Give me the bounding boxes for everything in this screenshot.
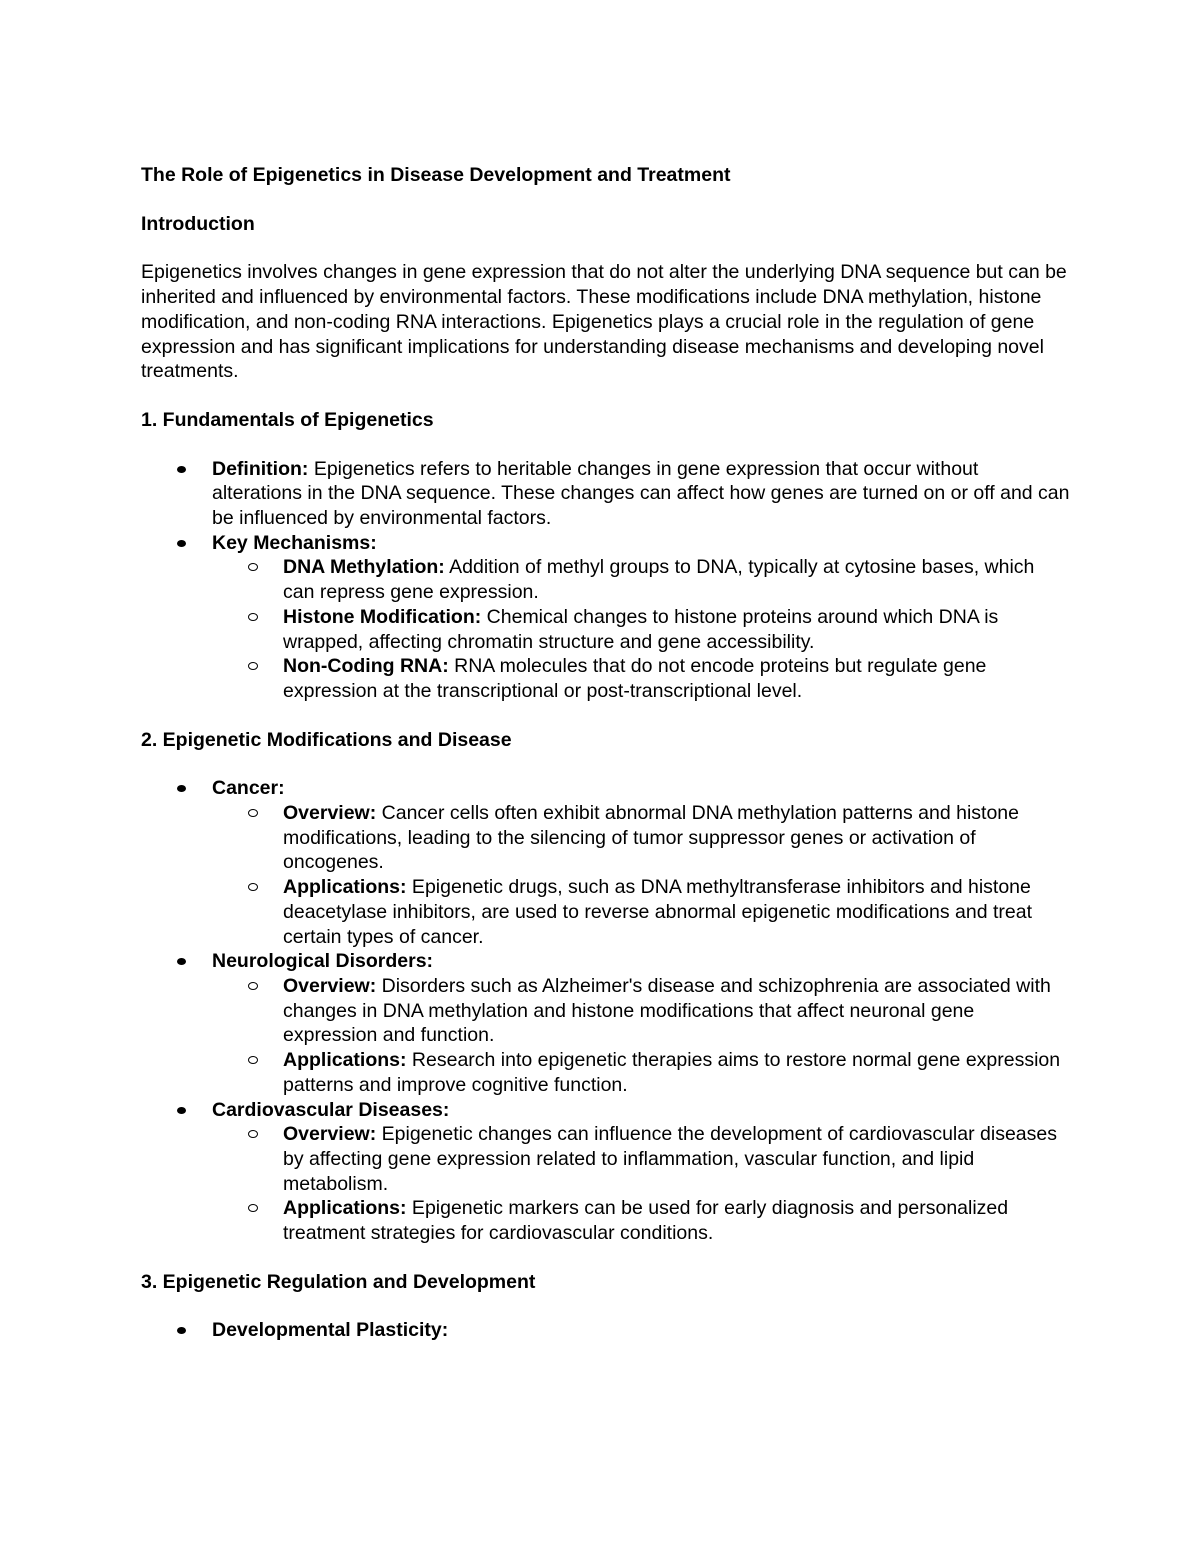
list-item-neurological-disorders (141, 949, 1071, 1097)
item-label: Developmental Plasticity: (212, 1319, 449, 1342)
item-text: Epigenetic changes can influence the development of cardiovascular diseases by affecting gene expression related to inflammation, vascular function, and lipid metabolism. (283, 1123, 1057, 1195)
bullet-icon (177, 540, 186, 547)
item-label: Overview: (283, 974, 377, 997)
list-item-cancer (141, 776, 1071, 949)
item-label: Applications: (283, 1197, 407, 1220)
item-label: Overview: (283, 1123, 377, 1146)
item-label: Definition: (212, 457, 309, 480)
sublist-item-applications (212, 1048, 1071, 1097)
circle-bullet-icon (248, 662, 258, 670)
item-text: Disorders such as Alzheimer's disease and schizophrenia are associated with changes in DNA methylation and histone modifications that affect neuronal gene expression and function. (283, 974, 1051, 1047)
item-label: DNA Methylation: (283, 556, 445, 579)
list-item-cardiovascular-diseases (141, 1098, 1071, 1246)
introduction-heading: Introduction (141, 212, 255, 235)
item-text: Chemical changes to histone proteins around which DNA is wrapped, affecting chromatin structure and gene accessibility. (283, 605, 999, 653)
bullet-icon (177, 1107, 186, 1114)
cardiovascular-sublist (212, 1122, 1071, 1246)
circle-bullet-icon (248, 563, 258, 571)
item-label: Histone Modification: (283, 605, 482, 628)
sublist-item-non-coding-rna (212, 654, 1071, 703)
bullet-icon (177, 785, 186, 792)
list-item-developmental-plasticity (141, 1318, 1071, 1343)
item-label: Neurological Disorders: (212, 950, 434, 973)
circle-bullet-icon (248, 883, 258, 891)
item-label: Non-Coding RNA: (283, 655, 449, 678)
item-label: Cardiovascular Diseases: (212, 1098, 450, 1121)
circle-bullet-icon (248, 613, 258, 621)
introduction-paragraph: Epigenetics involves changes in gene expression that do not alter the underlying DNA sequence but can be inherited and influenced by environmental factors. These modifications include DNA methylation, histone modification, and non-coding RNA interactions. Epigenetics plays a crucial role in the regulation of gene expression and has significant implications for understanding disease mechanisms and developing novel treatments. (141, 261, 1067, 383)
bullet-icon (177, 1327, 186, 1334)
sublist-item-dna-methylation (212, 555, 1071, 604)
item-text: Addition of methyl groups to DNA, typically at cytosine bases, which can repress gene expression. (283, 556, 1035, 604)
circle-bullet-icon (248, 809, 258, 817)
circle-bullet-icon (248, 982, 258, 990)
document-page (141, 163, 1071, 1367)
sublist-item-applications (212, 875, 1071, 949)
circle-bullet-icon (248, 1204, 258, 1212)
section-3-list (141, 1318, 1071, 1343)
item-text: Epigenetics refers to heritable changes in gene expression that occur without alterations in the DNA sequence. These changes can affect how genes are turned on or off and can be influenced by environmental factors. (212, 457, 1070, 530)
sublist-item-applications (212, 1196, 1071, 1245)
section-3-heading: 3. Epigenetic Regulation and Development (141, 1270, 536, 1293)
item-label: Cancer: (212, 777, 285, 800)
item-label: Key Mechanisms: (212, 531, 377, 554)
item-label: Overview: (283, 802, 377, 825)
circle-bullet-icon (248, 1130, 258, 1138)
document-title: The Role of Epigenetics in Disease Development and Treatment (141, 164, 731, 186)
cancer-sublist (212, 801, 1071, 949)
item-label: Applications: (283, 876, 407, 899)
section-1-heading: 1. Fundamentals of Epigenetics (141, 408, 434, 431)
bullet-icon (177, 958, 186, 965)
sublist-item-overview (212, 1122, 1071, 1196)
section-1-list (141, 457, 1071, 704)
circle-bullet-icon (248, 1056, 258, 1064)
item-label: Applications: (283, 1049, 407, 1072)
item-text: Epigenetic drugs, such as DNA methyltransferase inhibitors and histone deacetylase inhibitors, are used to reverse abnormal epigenetic modifications and treat certain types of cancer. (283, 876, 1033, 948)
bullet-icon (177, 466, 186, 473)
neurological-sublist (212, 974, 1071, 1098)
list-item-definition (141, 457, 1071, 531)
item-text: Research into epigenetic therapies aims to restore normal gene expression patterns and improve cognitive function. (283, 1049, 1061, 1096)
sublist-item-histone-modification (212, 605, 1071, 654)
sublist-item-overview (212, 974, 1071, 1048)
section-2-heading: 2. Epigenetic Modifications and Disease (141, 728, 512, 751)
item-text: RNA molecules that do not encode proteins but regulate gene expression at the transcriptional or post-transcriptional level. (283, 655, 987, 702)
list-item-key-mechanisms (141, 531, 1071, 704)
section-2-list (141, 776, 1071, 1245)
item-text: Epigenetic markers can be used for early diagnosis and personalized treatment strategies for cardiovascular conditions. (283, 1197, 1009, 1245)
mechanisms-sublist (212, 555, 1071, 703)
sublist-item-overview (212, 801, 1071, 875)
item-text: Cancer cells often exhibit abnormal DNA methylation patterns and histone modifications, leading to the silencing of tumor suppressor genes or activation of oncogenes. (283, 802, 1019, 874)
